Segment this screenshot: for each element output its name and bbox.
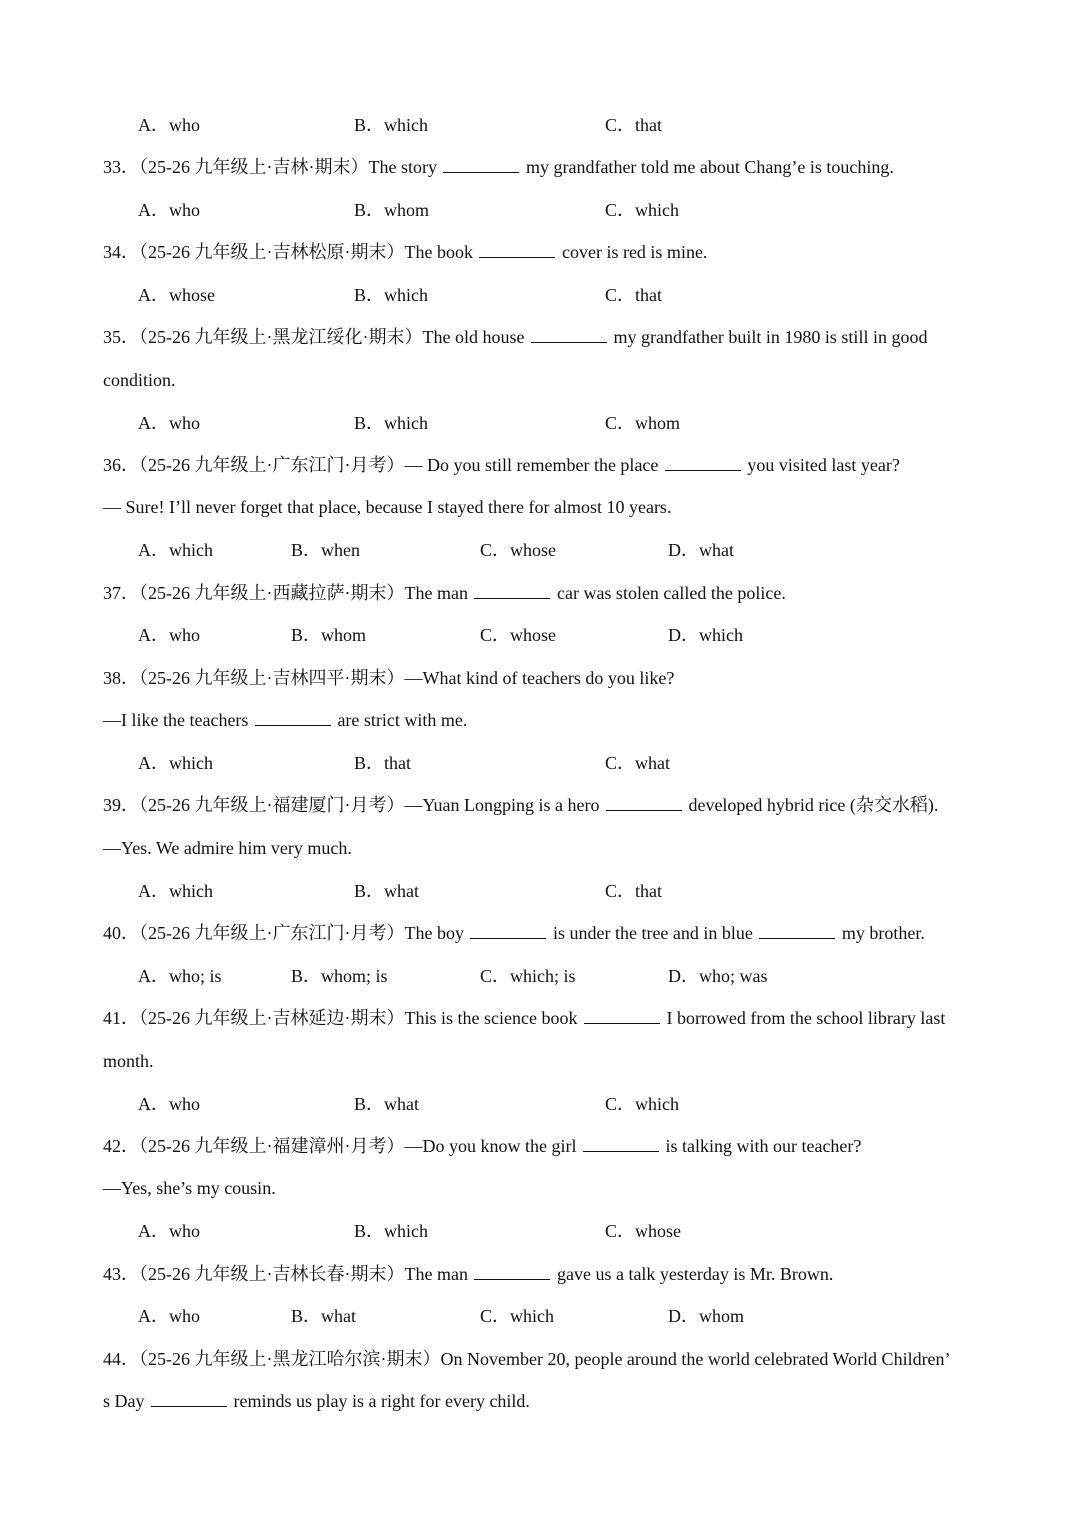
options-row-q35 xyxy=(0,412,1080,434)
option-a: A．which xyxy=(138,753,213,773)
answer-blank xyxy=(531,326,607,343)
answer-blank xyxy=(151,1390,227,1407)
options-row-q36 xyxy=(0,539,1080,561)
option-b: B．whom xyxy=(291,625,367,645)
option-c: C．that xyxy=(605,115,662,135)
question-36-reply: — Sure! I’ll never forget that place, because I stayed there for almost 10 years. xyxy=(103,497,672,517)
option-a: A．who xyxy=(138,1306,200,1326)
question-44-continued xyxy=(103,1390,530,1412)
question-text: 43．（25-26 九年级上·吉林长春·期末）The man xyxy=(103,1264,468,1284)
question-text: my grandfather built in 1980 is still in good xyxy=(613,327,928,347)
question-35-continued: condition. xyxy=(103,370,176,390)
option-b: B．whom; is xyxy=(291,966,388,986)
options-row-q38 xyxy=(0,752,1080,774)
option-c: C．what xyxy=(605,753,670,773)
question-text: 37．（25-26 九年级上·西藏拉萨·期末）The man xyxy=(103,583,468,603)
options-row-q43 xyxy=(0,1305,1080,1327)
question-39-reply: —Yes. We admire him very much. xyxy=(103,838,352,858)
option-b: B．what xyxy=(354,1094,419,1114)
option-c: C．whose xyxy=(480,540,556,560)
question-text: gave us a talk yesterday is Mr. Brown. xyxy=(556,1264,834,1284)
question-text: 35．（25-26 九年级上·黑龙江绥化·期末）The old house xyxy=(103,327,525,347)
option-a: A．who xyxy=(138,200,200,220)
question-text: cover is red is mine. xyxy=(561,242,708,262)
question-43 xyxy=(103,1263,833,1285)
question-44: 44．（25-26 九年级上·黑龙江哈尔滨·期末）On November 20, people around the world celebrated World Children’ xyxy=(103,1349,951,1369)
question-40 xyxy=(103,922,925,944)
question-39 xyxy=(103,794,938,816)
question-text: my brother. xyxy=(841,923,925,943)
answer-blank xyxy=(443,156,519,173)
options-row-q37 xyxy=(0,624,1080,646)
question-text: my grandfather told me about Chang’e is touching. xyxy=(525,157,894,177)
answer-blank xyxy=(255,709,331,726)
options-row-q39 xyxy=(0,880,1080,902)
answer-blank xyxy=(479,241,555,258)
option-b: B．what xyxy=(291,1306,356,1326)
answer-blank xyxy=(665,454,741,471)
question-36 xyxy=(103,454,900,476)
question-text: 34．（25-26 九年级上·吉林松原·期末）The book xyxy=(103,242,473,262)
answer-blank xyxy=(759,922,835,939)
option-a: A．who xyxy=(138,413,200,433)
question-33 xyxy=(103,156,894,178)
question-41 xyxy=(103,1007,945,1029)
question-text: you visited last year? xyxy=(747,455,900,475)
question-42-reply: —Yes, she’s my cousin. xyxy=(103,1178,276,1198)
question-text: are strict with me. xyxy=(337,710,468,730)
option-d: D．what xyxy=(668,540,734,560)
options-row-q40 xyxy=(0,965,1080,987)
option-a: A．who xyxy=(138,1094,200,1114)
question-34 xyxy=(103,241,707,263)
option-c: C．which; is xyxy=(480,966,576,986)
answer-blank xyxy=(474,582,550,599)
question-38-reply xyxy=(103,709,467,731)
options-row-q34 xyxy=(0,284,1080,306)
option-c: C．which xyxy=(605,200,679,220)
answer-blank xyxy=(474,1263,550,1280)
answer-blank xyxy=(470,922,546,939)
question-37 xyxy=(103,582,786,604)
option-b: B．that xyxy=(354,753,411,773)
option-a: A．who; is xyxy=(138,966,222,986)
option-d: D．who; was xyxy=(668,966,768,986)
option-d: D．which xyxy=(668,625,743,645)
option-c: C．that xyxy=(605,881,662,901)
question-text: 36．（25-26 九年级上·广东江门·月考）— Do you still remember the place xyxy=(103,455,659,475)
option-c: C．which xyxy=(605,1094,679,1114)
question-text: is under the tree and in blue xyxy=(552,923,753,943)
question-text: 40．（25-26 九年级上·广东江门·月考）The boy xyxy=(103,923,464,943)
question-text: 41．（25-26 九年级上·吉林延边·期末）This is the science book xyxy=(103,1008,578,1028)
option-d: D．whom xyxy=(668,1306,744,1326)
option-b: B．when xyxy=(291,540,360,560)
question-text: is talking with our teacher? xyxy=(665,1136,862,1156)
answer-blank xyxy=(584,1007,660,1024)
answer-blank xyxy=(606,794,682,811)
question-41-continued: month. xyxy=(103,1051,154,1071)
option-c: C．whose xyxy=(605,1221,681,1241)
answer-blank xyxy=(583,1135,659,1152)
option-c: C．whose xyxy=(480,625,556,645)
option-a: A．who xyxy=(138,1221,200,1241)
option-b: B．what xyxy=(354,881,419,901)
option-a: A．who xyxy=(138,115,200,135)
question-42 xyxy=(103,1135,861,1157)
question-text: reminds us play is a right for every child. xyxy=(233,1391,530,1411)
option-c: C．whom xyxy=(605,413,681,433)
question-text: developed hybrid rice (杂交水稻). xyxy=(688,795,939,815)
question-text: car was stolen called the police. xyxy=(556,583,786,603)
options-row-q41 xyxy=(0,1093,1080,1115)
question-35 xyxy=(103,326,927,348)
option-b: B．which xyxy=(354,413,428,433)
option-a: A．which xyxy=(138,540,213,560)
option-a: A．who xyxy=(138,625,200,645)
options-row-q33 xyxy=(0,199,1080,221)
option-c: C．which xyxy=(480,1306,554,1326)
question-text: 42．（25-26 九年级上·福建漳州·月考）—Do you know the girl xyxy=(103,1136,577,1156)
question-text: 39．（25-26 九年级上·福建厦门·月考）—Yuan Longping is a hero xyxy=(103,795,600,815)
option-b: B．which xyxy=(354,285,428,305)
option-b: B．whom xyxy=(354,200,430,220)
question-text: I borrowed from the school library last xyxy=(666,1008,946,1028)
question-text: 33．（25-26 九年级上·吉林·期末）The story xyxy=(103,157,437,177)
option-c: C．that xyxy=(605,285,662,305)
option-b: B．which xyxy=(354,115,428,135)
question-text: —I like the teachers xyxy=(103,710,249,730)
question-text: s Day xyxy=(103,1391,145,1411)
option-b: B．which xyxy=(354,1221,428,1241)
question-38: 38．（25-26 九年级上·吉林四平·期末）—What kind of teachers do you like? xyxy=(103,668,675,688)
option-a: A．which xyxy=(138,881,213,901)
option-a: A．whose xyxy=(138,285,215,305)
options-row-q42 xyxy=(0,1220,1080,1242)
options-row-q32 xyxy=(0,114,1080,136)
